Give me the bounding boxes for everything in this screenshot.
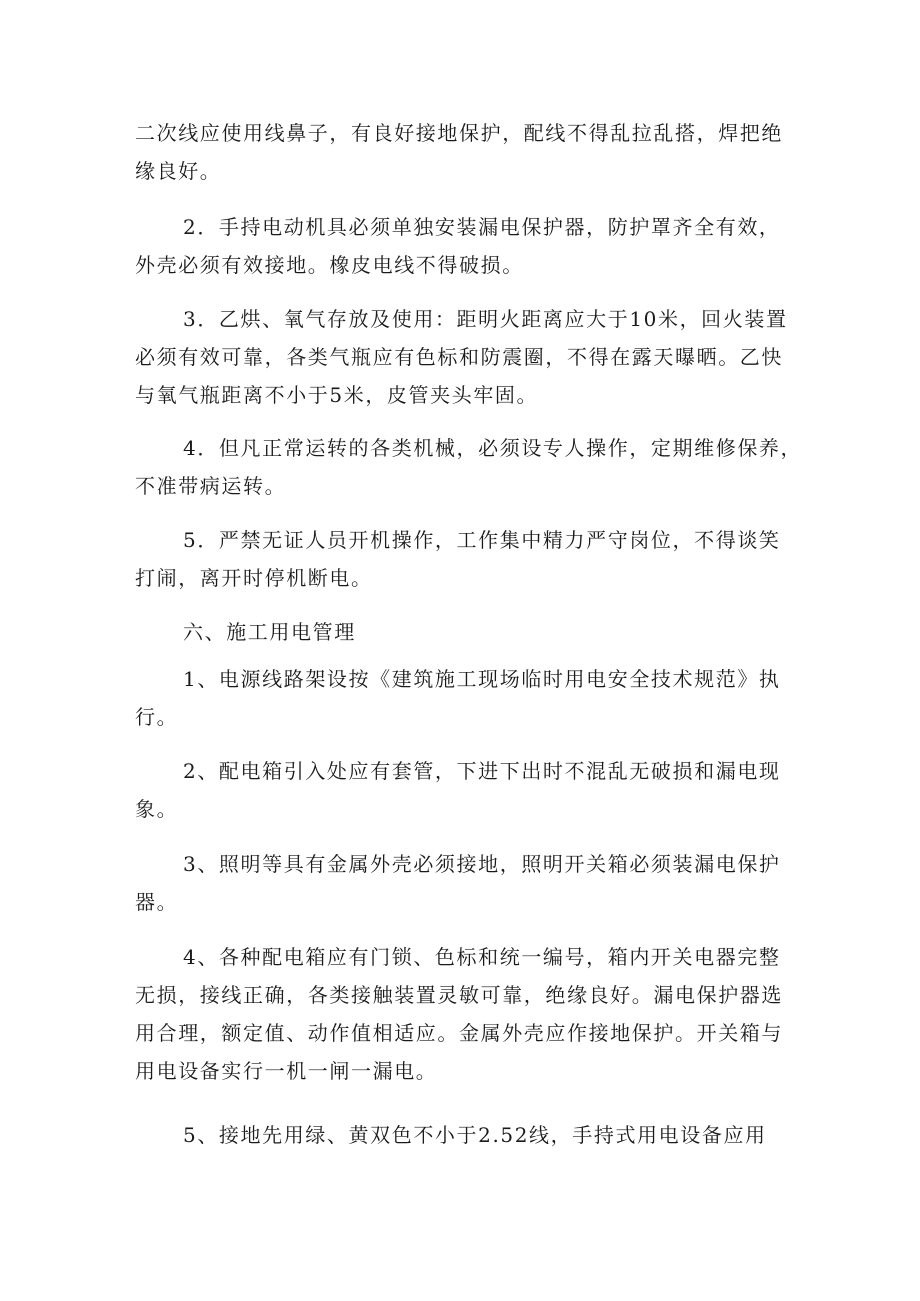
text-line: 4．但凡正常运转的各类机械，必须设专人操作，定期维修保养， [183,436,803,460]
text-line: 打闹，离开时停机断电。 [135,566,373,590]
paragraph-power-item-5 [135,1116,795,1154]
text-line: 3．乙烘、氧气存放及使用：距明火距离应大于10米，回火装置 [183,307,788,331]
paragraph-item-3-gas-cylinders [135,300,795,414]
text-line: 不准带病运转。 [135,474,287,498]
text-line: 用合理，额定值、动作值相适应。金属外壳应作接地保护。开关箱与 [135,1021,783,1045]
text-line: 外壳必须有效接地。橡皮电线不得破损。 [135,253,524,277]
text-line: 3、照明等具有金属外壳必须接地，照明开关箱必须装漏电保护 [183,852,781,876]
text-line: 象。 [135,797,179,821]
text-line: 必须有效可靠，各类气瓶应有色标和防震圈，不得在露天曝晒。乙快 [135,345,783,369]
text-line: 器。 [135,890,179,914]
text-line: 无损，接线正确，各类接触装置灵敏可靠，绝缘良好。漏电保护器选 [135,983,783,1007]
paragraph-power-item-1 [135,660,795,736]
text-line: 5．严禁无证人员开机操作，工作集中精力严守岗位，不得谈笑 [183,528,781,552]
text-line: 5、接地先用绿、黄双色不小于2.52线，手持式用电设备应用 [183,1123,767,1147]
text-line: 1、电源线路架设按《建筑施工现场临时用电安全技术规范》执 [183,667,781,691]
section-heading-power-management [135,613,795,651]
text-line: 2．手持电动机具必须单独安装漏电保护器，防护罩齐全有效， [183,215,781,239]
paragraph-power-item-4 [135,938,795,1090]
paragraph-power-item-2 [135,752,795,828]
text-line: 2、配电箱引入处应有套管，下进下出时不混乱无破损和漏电现 [183,759,781,783]
paragraph-item-5-operators [135,521,795,597]
text-line: 4、各种配电箱应有门锁、色标和统一编号，箱内开关电器完整 [183,945,781,969]
paragraph-welding-cable [135,114,795,190]
paragraph-item-2-handheld-tools [135,208,795,284]
text-line: 用电设备实行一机一闸一漏电。 [135,1059,438,1083]
paragraph-power-item-3 [135,845,795,921]
text-line: 行。 [135,705,179,729]
text-line: 二次线应使用线鼻子，有良好接地保护，配线不得乱拉乱搭，焊把绝 [135,121,783,145]
text-line: 六、施工用电管理 [183,620,356,644]
text-line: 与氧气瓶距离不小于5米，皮管夹头牢固。 [135,383,539,407]
text-line: 缘良好。 [135,159,222,183]
paragraph-item-4-machinery [135,429,803,505]
